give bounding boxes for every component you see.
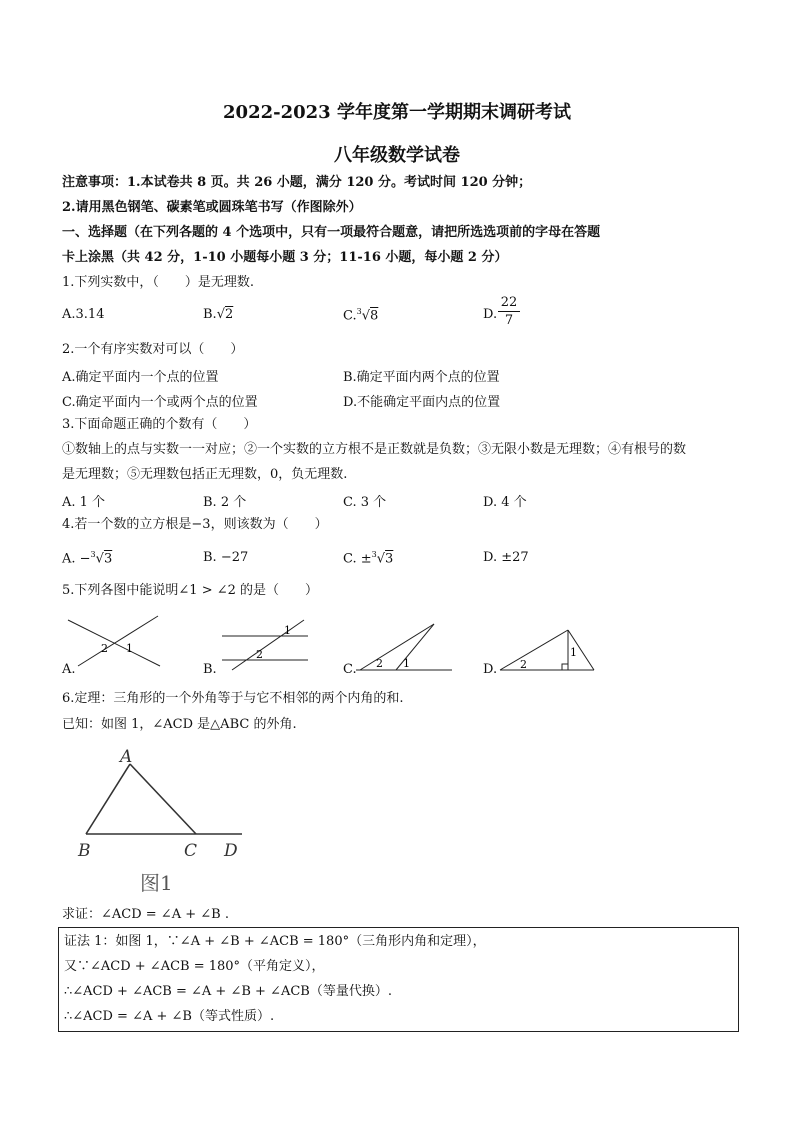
q1-option-a: A.3.14 (62, 307, 105, 322)
q1-option-b-label: B. (203, 307, 217, 322)
q3-option-c: C. 3 个 (343, 495, 387, 510)
q5-option-b: B. (203, 662, 217, 677)
q6-prove: 求证：∠ACD = ∠A + ∠B . (62, 907, 229, 922)
figure-line-ab (86, 764, 130, 834)
fraction-bar (498, 311, 520, 312)
q1-option-d-numerator: 22 (500, 295, 518, 310)
q5-figure-d (498, 628, 598, 674)
q3-option-b: B. 2 个 (203, 495, 247, 510)
q5-c-angle-2: 2 (376, 657, 383, 670)
exam-title: 2022-2023 学年度第一学期期末调研考试 (223, 102, 571, 123)
sqrt-symbol-icon: √ (376, 551, 386, 567)
figure-line (396, 624, 434, 670)
q5-stem: 5.下列各图中能说明∠1 > ∠2 的是（ ） (62, 583, 319, 598)
q2-stem: 2.一个有序实数对可以（ ） (62, 342, 244, 357)
q2-option-b: B.确定平面内两个点的位置 (343, 370, 500, 385)
notes-line-2: 2.请用黑色钢笔、碳素笔或圆珠笔书写（作图除外） (62, 200, 362, 215)
q4-option-b: B. −27 (203, 550, 249, 565)
figure-line (232, 620, 304, 670)
fig-label-b: B (78, 841, 91, 861)
q4-option-a-label: A. − (62, 551, 91, 567)
q1-option-c-radicand: 8 (370, 308, 379, 324)
q5-figure-c (356, 622, 454, 674)
fig-label-a: A (120, 747, 133, 767)
section-1-heading: 一、选择题（在下列各题的 4 个选项中，只有一项最符合题意，请把所选选项前的字母在答题 (62, 225, 601, 240)
q6-theorem: 6.定理：三角形的一个外角等于与它不相邻的两个内角的和. (62, 691, 404, 706)
q1-option-b-radicand: 2 (224, 307, 234, 322)
right-angle-icon (562, 664, 568, 670)
q1-option-c-index: 3 (356, 307, 362, 316)
figure-line-ac (130, 764, 196, 834)
q5-option-a: A. (62, 662, 76, 677)
q3-stem: 3.下面命题正确的个数有（ ） (62, 417, 257, 432)
q4-option-a-radicand: 3 (103, 551, 113, 567)
q4-option-c-radicand: 3 (385, 551, 394, 567)
q1-option-d-label: D. (483, 307, 498, 322)
q3-option-d: D. 4 个 (483, 495, 527, 510)
proof-line-3: ∴∠ACD + ∠ACB = ∠A + ∠B + ∠ACB（等量代换）. (64, 984, 392, 999)
q5-a-angle-2: 2 (101, 642, 108, 655)
q3-option-a: A. 1 个 (62, 495, 106, 510)
q1-option-d-fraction (498, 295, 520, 328)
q5-b-angle-2: 2 (256, 648, 263, 661)
q1-option-b (203, 307, 233, 322)
q2-option-a: A.确定平面内一个点的位置 (62, 370, 219, 385)
q5-c-angle-1: 1 (403, 657, 410, 670)
q5-d-angle-2: 2 (520, 658, 527, 671)
proof-line-1: 证法 1：如图 1，∵∠A + ∠B + ∠ACB = 180°（三角形内角和定理）， (64, 934, 486, 949)
q6-given: 已知：如图 1，∠ACD 是△ABC 的外角. (62, 717, 297, 732)
exam-subtitle: 八年级数学试卷 (334, 145, 460, 166)
notes-line-1: 注意事项：1.本试卷共 8 页。共 26 小题，满分 120 分。考试时间 120 分钟； (62, 175, 532, 190)
q4-option-c-label: C. ± (343, 551, 372, 567)
q1-option-c (343, 307, 378, 323)
q5-figure-b (218, 618, 310, 670)
proof-line-4: ∴∠ACD = ∠A + ∠B（等式性质）. (64, 1009, 275, 1024)
fig-label-c: C (184, 841, 198, 861)
sqrt-symbol-icon: √ (216, 307, 225, 322)
fig-label-d: D (224, 841, 238, 861)
q4-option-c-index: 3 (371, 550, 377, 559)
q4-option-a-index: 3 (90, 550, 96, 559)
q6-figure-1 (72, 746, 252, 896)
q5-d-angle-1: 1 (570, 646, 577, 659)
q5-figure-a (68, 614, 163, 669)
sqrt-symbol-icon: √ (361, 308, 371, 324)
q5-a-angle-1: 1 (126, 642, 133, 655)
q5-option-d: D. (483, 662, 498, 677)
q1-option-d-denominator: 7 (504, 313, 514, 328)
q5-b-angle-1: 1 (284, 624, 291, 637)
figure-caption: 图1 (140, 871, 173, 895)
q4-stem: 4.若一个数的立方根是−3，则该数为（ ） (62, 517, 328, 532)
q1-stem: 1.下列实数中，（ ）是无理数. (62, 275, 255, 290)
q3-statements-1: ①数轴上的点与实数一一对应；②一个实数的立方根不是正数就是负数；③无限小数是无理数；④有根号的数 (62, 442, 687, 457)
figure-line (500, 630, 568, 670)
section-1-heading-cont: 卡上涂黑（共 42 分，1-10 小题每小题 3 分；11-16 小题，每小题 2 分） (62, 250, 508, 265)
figure-line (360, 624, 434, 670)
q4-option-a (62, 550, 112, 566)
q2-option-d: D.不能确定平面内点的位置 (343, 395, 501, 410)
proof-line-2: 又∵∠ACD + ∠ACB = 180°（平角定义）， (64, 959, 325, 974)
sqrt-symbol-icon: √ (95, 551, 104, 567)
q5-option-c: C. (343, 662, 357, 677)
q1-option-c-label: C. (343, 308, 357, 324)
q4-option-d: D. ±27 (483, 550, 529, 565)
q2-option-c: C.确定平面内一个或两个点的位置 (62, 395, 258, 410)
q3-statements-2: 是无理数；⑤无理数包括正无理数，0，负无理数. (62, 467, 348, 482)
q4-option-c (343, 550, 393, 566)
